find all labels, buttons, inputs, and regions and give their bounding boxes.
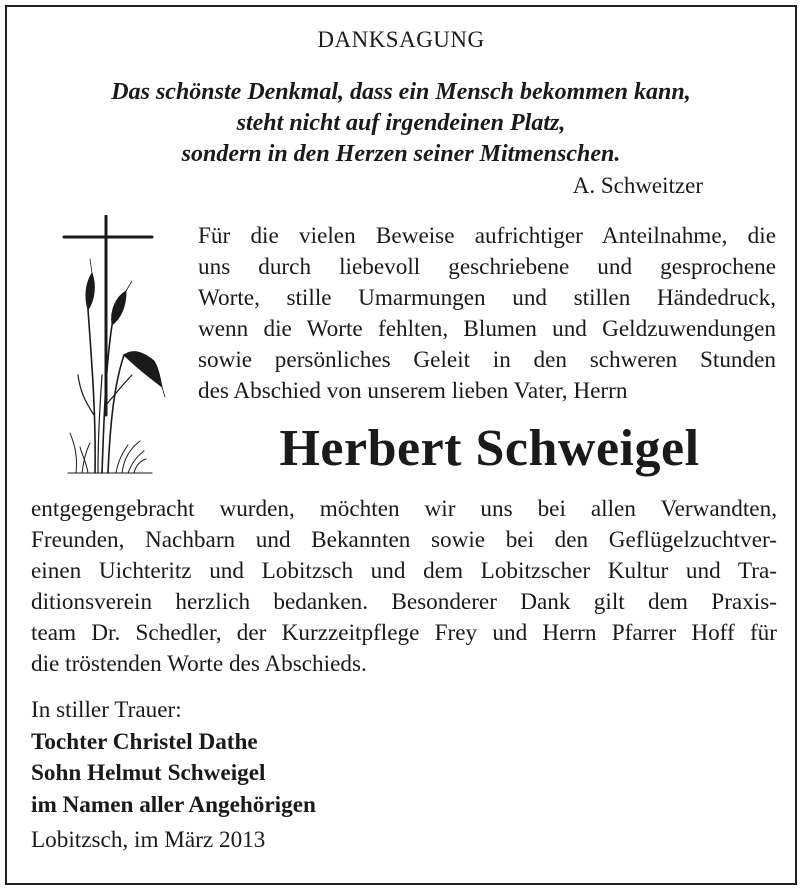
deceased-name: Herbert Schweigel — [279, 420, 700, 477]
text-line: ditionsverein herzlich bedanken. Besonderer Dank gilt dem Praxis- — [31, 589, 777, 615]
quote-line: Das schönste Denkmal, dass ein Mensch bekommen kann, — [111, 79, 691, 105]
text-line: team Dr. Schedler, der Kurzzeitpflege Frey und Herrn Pfarrer Hoff für — [31, 620, 777, 646]
text-line: sowie persönliches Geleit in den schweren Stunden — [198, 347, 776, 373]
mourning-label: In stiller Trauer: — [31, 697, 182, 723]
signatory: im Namen aller Angehörigen — [31, 791, 316, 818]
body-paragraph — [31, 494, 777, 680]
text-line: uns durch liebevoll geschriebene und gesprochene — [198, 254, 776, 280]
obituary-notice — [5, 5, 797, 885]
quote-author: A. Schweitzer — [572, 173, 703, 198]
notice-title: DANKSAGUNG — [317, 27, 485, 52]
quote — [7, 77, 795, 170]
text-line: die tröstenden Worte des Abschieds. — [31, 651, 367, 677]
text-line: Freunden, Nachbarn und Bekannten sowie bei den Geflügelzuchtver- — [31, 527, 777, 553]
signatory: Sohn Helmut Schweigel — [31, 760, 266, 786]
signatory: Tochter Christel Dathe — [31, 728, 258, 755]
intro-paragraph — [198, 221, 776, 407]
text-line: einen Uichteritz und Lobitzsch und dem Lobitzscher Kultur und Tra- — [31, 558, 777, 584]
quote-line: sondern in den Herzen seiner Mitmenschen. — [181, 141, 621, 167]
text-line: des Abschied von unserem lieben Vater, Herrn — [198, 378, 628, 404]
quote-line: steht nicht auf irgendeinen Platz, — [236, 110, 566, 136]
place-date: Lobitzsch, im März 2013 — [31, 827, 266, 853]
text-line: Für die vielen Beweise aufrichtiger Anteilnahme, die — [198, 223, 776, 249]
text-line: wenn die Worte fehlten, Blumen und Geldzuwendungen — [198, 316, 776, 342]
text-line: entgegengebracht wurden, möchten wir uns bei allen Verwandten, — [31, 496, 777, 522]
text-line: Worte, stille Umarmungen und stillen Händedruck, — [198, 285, 776, 311]
signature-block — [31, 695, 316, 821]
cross-with-wheat-icon — [62, 215, 166, 477]
